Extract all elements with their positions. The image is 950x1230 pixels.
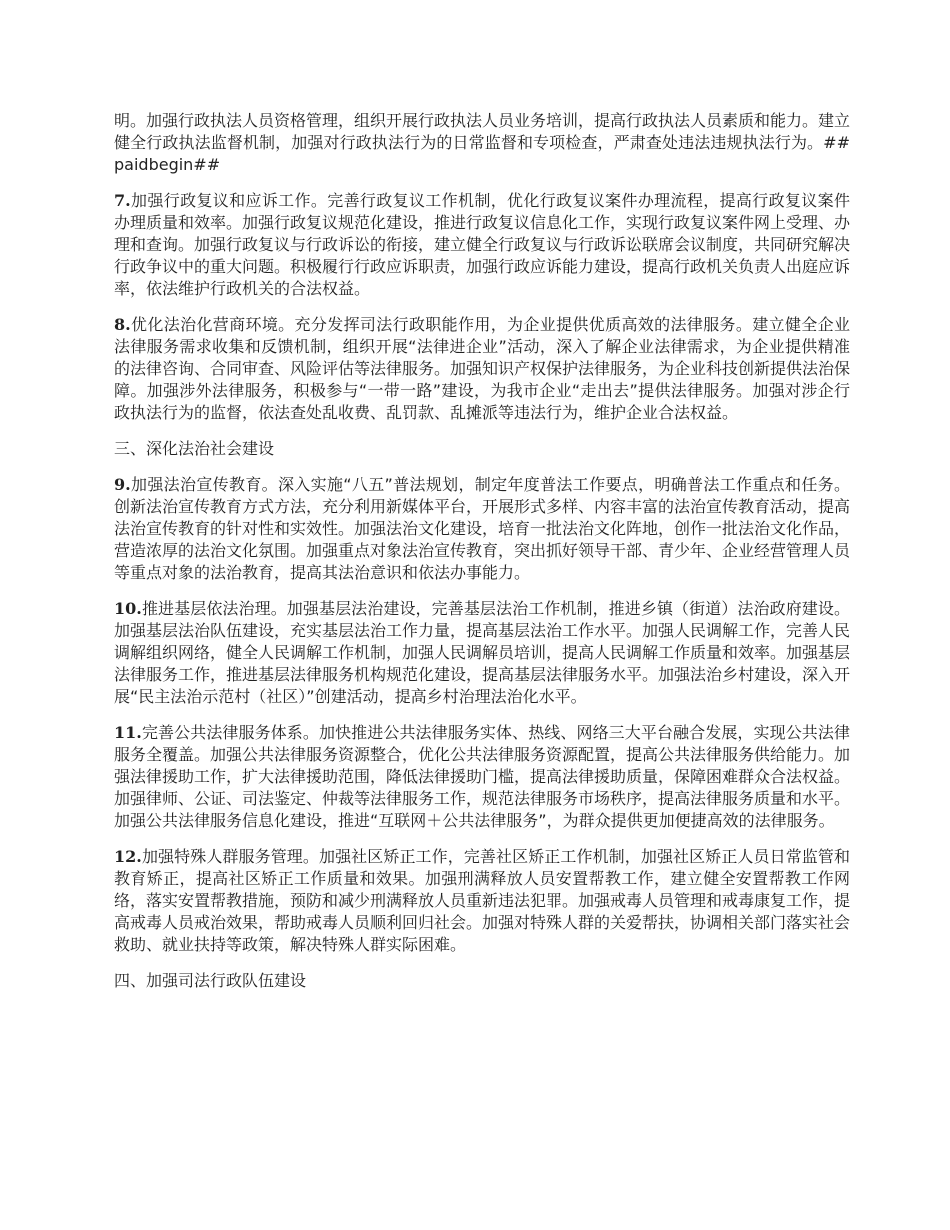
item-8-number: 8. bbox=[114, 315, 131, 334]
item-7-text: 加强行政复议和应诉工作。完善行政复议工作机制，优化行政复议案件办理流程，提高行政复议案件办理质量和效率。加强行政复议规范化建设，推进行政复议信息化工作，实现行政复议案件网上受理、办理和查询。加强行政复议与行政诉讼的衔接，建立健全行政复议与行政诉讼联席会议制度，共同研究解决行政争议中的重大问题。积极履行行政应诉职责，加强行政应诉能力建设，提高行政机关负责人出庭应诉率，依法维护行政机关的合法权益。 bbox=[114, 191, 851, 298]
item-10-text: 推进基层依法治理。加强基层法治建设，完善基层法治工作机制，推进乡镇（街道）法治政府建设。加强基层法治队伍建设，充实基层法治工作力量，提高基层法治工作水平。加强人民调解工作，完善人民调解组织网络，健全人民调解工作机制，加强人民调解员培训，提高人民调解工作质量和效率。加强基层法律服务工作，推进基层法律服务机构规范化建设，提高基层法律服务水平。加强法治乡村建设，深入开展“民主法治示范村（社区）”创建活动，提高乡村治理法治化水平。 bbox=[114, 599, 851, 706]
item-8-paragraph bbox=[114, 314, 850, 424]
intro-paragraph: 明。加强行政执法人员资格管理，组织开展行政执法人员业务培训，提高行政执法人员素质和能力。建立健全行政执法监督机制，加强对行政执法行为的日常监督和专项检查，严肃查处违法违规执法行为。##paidbegin## bbox=[114, 111, 851, 174]
item-12-paragraph bbox=[114, 846, 850, 956]
item-9-text: 加强法治宣传教育。深入实施“八五”普法规划，制定年度普法工作要点，明确普法工作重点和任务。创新法治宣传教育方式方法，充分利用新媒体平台，开展形式多样、内容丰富的法治宣传教育活动，提高法治宣传教育的针对性和实效性。加强法治文化建设，培育一批法治文化阵地，创作一批法治文化作品，营造浓厚的法治文化氛围。加强重点对象法治宣传教育，突出抓好领导干部、青少年、企业经营管理人员等重点对象的法治教育，提高其法治意识和依法办事能力。 bbox=[114, 475, 851, 582]
section-4-heading: 四、加强司法行政队伍建设 bbox=[114, 971, 307, 990]
item-9-number: 9. bbox=[114, 475, 131, 494]
item-11-text: 完善公共法律服务体系。加快推进公共法律服务实体、热线、网络三大平台融合发展，实现公共法律服务全覆盖。加强公共法律服务资源整合，优化公共法律服务资源配置，提高公共法律服务供给能力。加强法律援助工作，扩大法律援助范围，降低法律援助门槛，提高法律援助质量，保障困难群众合法权益。加强律师、公证、司法鉴定、仲裁等法律服务工作，规范法律服务市场秩序，提高法律服务质量和水平。加强公共法律服务信息化建设，推进“互联网＋公共法律服务”，为群众提供更加便捷高效的法律服务。 bbox=[114, 723, 851, 830]
item-11-number: 11. bbox=[114, 723, 142, 742]
item-7-paragraph bbox=[114, 190, 850, 300]
item-7-number: 7. bbox=[114, 191, 131, 210]
item-12-number: 12. bbox=[114, 847, 142, 866]
item-10-number: 10. bbox=[114, 599, 142, 618]
item-12-text: 加强特殊人群服务管理。加强社区矫正工作，完善社区矫正工作机制，加强社区矫正人员日常监管和教育矫正，提高社区矫正工作质量和效果。加强刑满释放人员安置帮教工作，建立健全安置帮教工作网络，落实安置帮教措施，预防和减少刑满释放人员重新违法犯罪。加强戒毒人员管理和戒毒康复工作，提高戒毒人员戒治效果，帮助戒毒人员顺利回归社会。加强对特殊人群的关爱帮扶，协调相关部门落实社会救助、就业扶持等政策，解决特殊人群实际困难。 bbox=[114, 847, 851, 954]
item-10-paragraph bbox=[114, 598, 850, 708]
item-11-paragraph bbox=[114, 722, 850, 832]
item-9-paragraph bbox=[114, 474, 850, 584]
section-3-heading: 三、深化法治社会建设 bbox=[114, 439, 275, 458]
item-8-text: 优化法治化营商环境。充分发挥司法行政职能作用，为企业提供优质高效的法律服务。建立健全企业法律服务需求收集和反馈机制，组织开展“法律进企业”活动，深入了解企业法律需求，为企业提供精准的法律咨询、合同审查、风险评估等法律服务。加强知识产权保护法律服务，为企业科技创新提供法治保障。加强涉外法律服务，积极参与“一带一路”建设，为我市企业“走出去”提供法律服务。加强对涉企行政执法行为的监督，依法查处乱收费、乱罚款、乱摊派等违法行为，维护企业合法权益。 bbox=[114, 315, 851, 422]
